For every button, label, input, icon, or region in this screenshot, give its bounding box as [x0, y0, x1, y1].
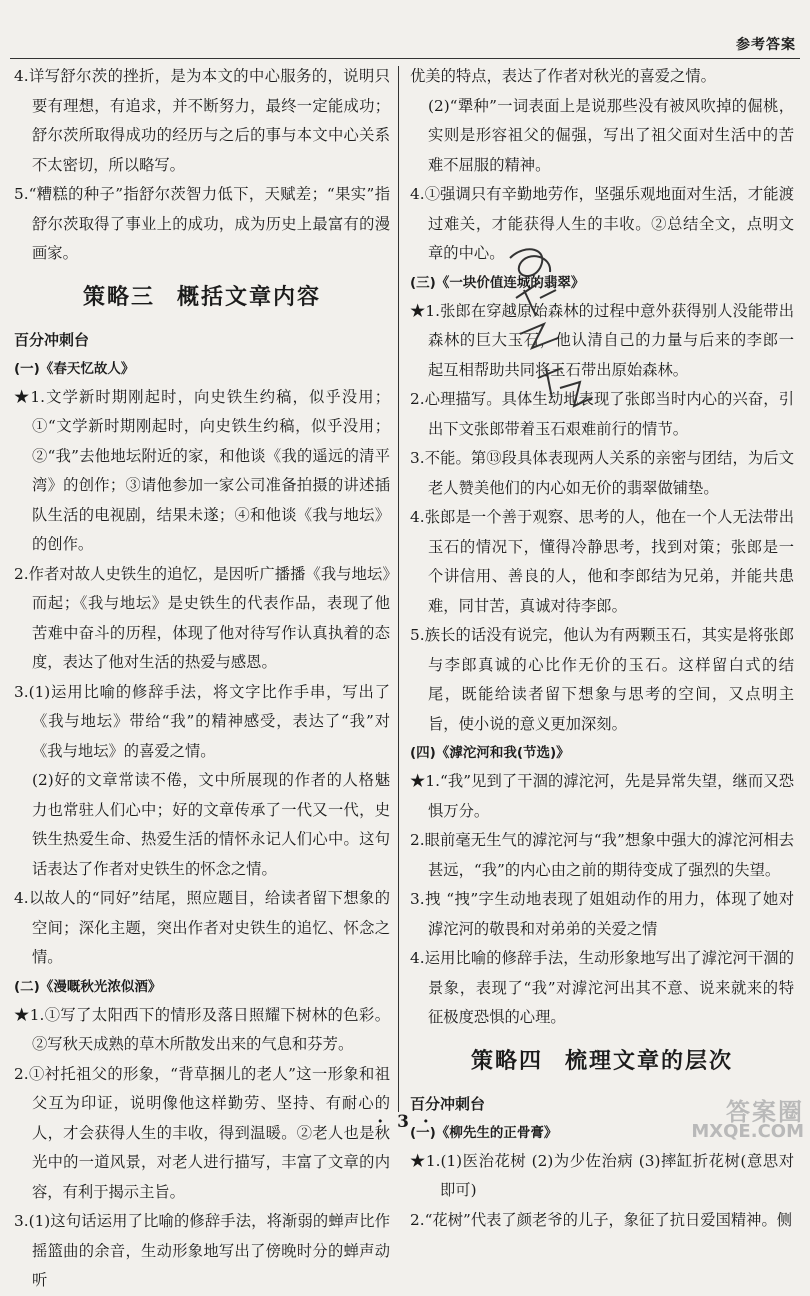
page-number: · 3 · — [377, 1112, 433, 1132]
answer-item: 5.“糟糕的种子”指舒尔茨智力低下，天赋差；“果实”指舒尔茨取得了事业上的成功，成为历史上最富有的漫画家。 — [14, 185, 390, 262]
watermark-logo-text: 答案圈 — [726, 1098, 804, 1126]
handwritten-scribble — [480, 238, 610, 428]
answer-item: 5.族长的话没有说完，他认为有两颗玉石，其实是将张郎与李郎真诚的心比作无价的玉石。这样留白式的结尾，既能给读者留下想象与思考的空间，又点明主旨，使小说的意义更加深刻。 — [410, 626, 794, 733]
answer-item: ★1.文学新时期刚起时，向史铁生约稿，似乎没用；①“文学新时期刚起时，向史铁生约稿，似乎没用；②“我”去他地坛附近的家，和他谈《我的遥远的清平湾》的创作；③请他参加一家公司准备拍摄的讲述插队生活的电视剧，结果未遂；④和他谈《我与地坛》的创作。 — [14, 387, 390, 553]
section-heading: 百分冲刺台 — [410, 1094, 486, 1113]
page-header-title: 参考答案 — [736, 37, 796, 53]
chapter-number: 策略四 — [470, 1048, 543, 1074]
answer-subitem: (2)好的文章常读不倦，文中所展现的作者的人格魅力也常驻人们心中；好的文章传承了一代又一代，史铁生热爱生命、热爱生活的情怀永记人们心中。这句话表达了作者对史铁生的怀念之情。 — [32, 771, 390, 878]
column-divider — [398, 66, 399, 1112]
answer-item: 4.①强调只有辛勤地劳作，坚强乐观地面对生活，才能渡过难关，才能获得人生的丰收。②总结全文，点明文章的中心。 — [410, 185, 794, 262]
answer-item: 优美的特点，表达了作者对秋光的喜爱之情。 — [410, 67, 716, 85]
answer-item: ★1.(1)医治花树 (2)为少佐治病 (3)摔缸折花树(意思对即可) — [410, 1151, 794, 1199]
passage-title: (一)《春天忆故人》 — [14, 360, 135, 377]
answer-item: 2.“花树”代表了颜老爷的儿子，象征了抗日爱国精神。侧 — [410, 1210, 793, 1229]
header-rule — [10, 58, 800, 59]
answer-item: 3.(1)运用比喻的修辞手法，将文字比作手串，写出了《我与地坛》带给“我”的精神感受，表达了“我”对《我与地坛》的喜爱之情。 — [14, 682, 390, 760]
answer-subitem: (2)“犟种”一词表面上是说那些没有被风吹掉的倔桃，实则是形容祖父的倔强，写出了祖父面对生活中的苦难不屈服的精神。 — [428, 96, 794, 174]
chapter-heading — [14, 275, 390, 321]
chapter-heading — [410, 1039, 794, 1085]
passage-title: (四)《滹沱河和我(节选)》 — [410, 745, 570, 761]
answer-item: 4.运用比喻的修辞手法，生动形象地写出了滹沱河干涸的景象，表现了“我”对滹沱河出其不意、说来就来的特征极度恐惧的心理。 — [410, 949, 794, 1026]
answer-item: 3.(1)这句话运用了比喻的修辞手法，将渐弱的蝉声比作摇篮曲的余音，生动形象地写出了傍晚时分的蝉声动听 — [14, 1212, 390, 1289]
answer-item: ★1.张郎在穿越原始森林的过程中意外获得别人没能带出森林的巨大玉石，他认清自己的力量与后来的李郎一起互相帮助共同将玉石带出原始森林。 — [410, 301, 794, 379]
answer-item: 2.作者对故人史铁生的追忆，是因听广播播《我与地坛》而起；《我与地坛》是史铁生的代表作品，表现了他苦难中奋斗的历程，体现了他对待写作认真执着的态度，表达了他对生活的热爱与感恩。 — [14, 564, 390, 671]
answer-item: 2.心理描写。具体生动地表现了张郎当时内心的兴奋，引出下文张郎带着玉石艰难前行的情节。 — [410, 390, 794, 438]
answer-item: ★1.①写了太阳西下的情形及落日照耀下树林的色彩。②写秋天成熟的草木所散发出来的气息和芬芳。 — [14, 1005, 390, 1053]
passage-title: (三)《一块价值连城的翡翠》 — [410, 274, 585, 291]
answer-item: 4.详写舒尔茨的挫折，是为本文的中心服务的，说明只要有理想，有追求，并不断努力，最终一定能成功；舒尔茨所取得成功的经历与之后的事与本文中心关系不太密切，所以略写。 — [14, 67, 390, 174]
passage-title: (一)《柳先生的正骨膏》 — [410, 1124, 558, 1141]
left-column — [14, 62, 390, 1296]
answer-item: 2.眼前毫无生气的滹沱河与“我”想象中强大的滹沱河相去甚远，“我”的内心由之前的期待变成了强烈的失望。 — [410, 831, 794, 879]
passage-title: (二)《漫嘅秋光浓似酒》 — [14, 978, 162, 995]
site-watermark — [691, 1098, 804, 1142]
watermark-url: MXQE.COM — [691, 1121, 804, 1142]
chapter-number: 策略三 — [82, 284, 155, 310]
section-heading: 百分冲刺台 — [14, 330, 90, 349]
answer-item: 4.张郎是一个善于观察、思考的人，他在一个人无法带出玉石的情况下，懂得冷静思考，找到对策；张郎是一个讲信用、善良的人，他和李郎结为兄弟，并能共患难，同甘苦，真诚对待李郎。 — [410, 508, 794, 615]
chapter-title: 梳理文章的层次 — [565, 1048, 734, 1074]
answer-item: 3.不能。第⑬段具体表现两人关系的亲密与团结，为后文老人赞美他们的内心如无价的翡翠做铺垫。 — [410, 449, 794, 497]
answer-item: 2.①衬托祖父的形象，“背草捆儿的老人”这一形象和祖父互为印证，说明像他这样勤劳、坚持、有耐心的人，才会获得人生的丰收，得到温暖。②老人也是秋光中的一道风景，对老人进行描写，丰富了文章的内容，有利于揭示主旨。 — [14, 1064, 390, 1201]
answer-item: ★1.“我”见到了干涸的滹沱河，先是异常失望，继而又恐惧万分。 — [410, 772, 794, 820]
answer-item: 3.拽 “拽”字生动地表现了姐姐动作的用力，体现了她对滹沱河的敬畏和对弟弟的关爱之情 — [410, 890, 794, 938]
answer-item: 4.以故人的“同好”结尾，照应题目，给读者留下想象的空间；深化主题，突出作者对史铁生的追忆、怀念之情。 — [14, 889, 390, 966]
chapter-title: 概括文章内容 — [177, 284, 322, 310]
